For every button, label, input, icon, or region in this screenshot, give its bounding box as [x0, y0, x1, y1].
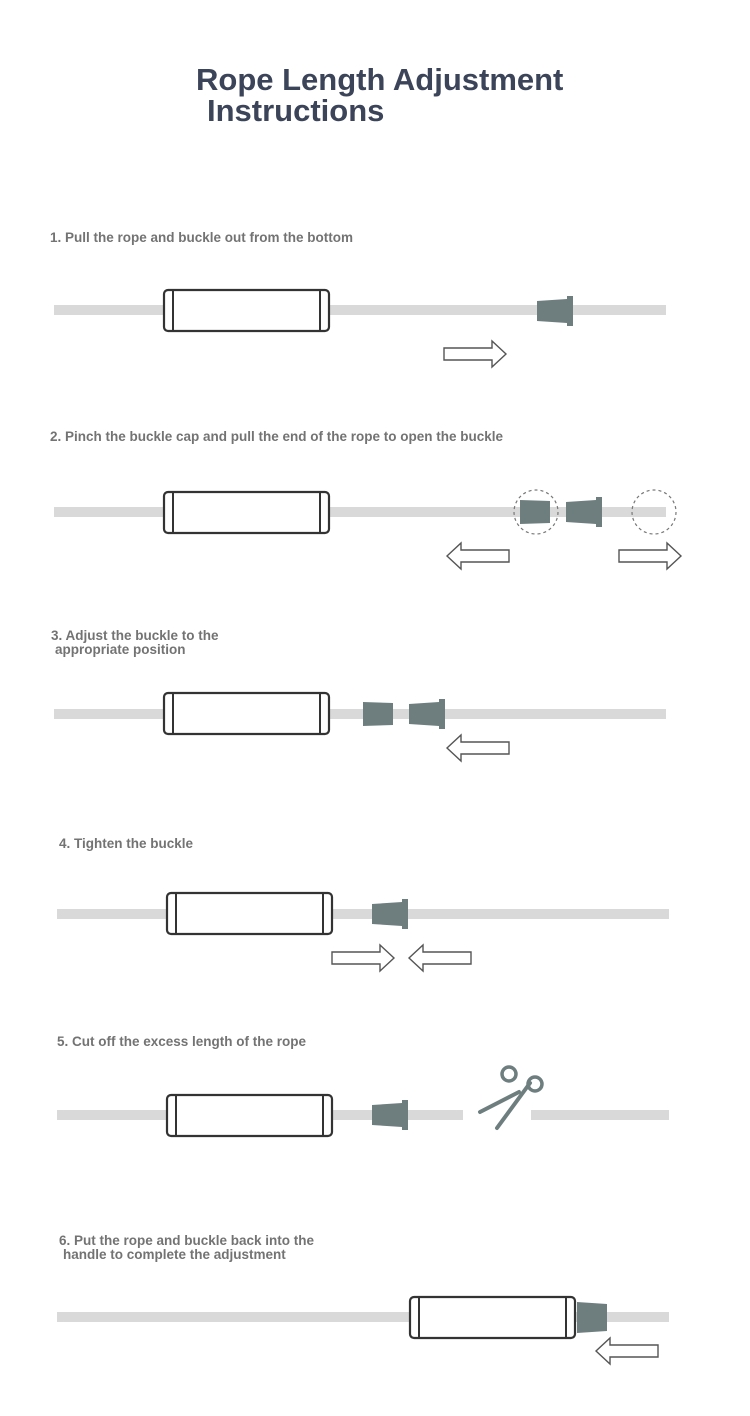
step-4-line-1: 4. Tighten the buckle: [59, 836, 194, 851]
step-1-line-1: 1. Pull the rope and buckle out from the bottom: [50, 230, 354, 245]
handle-icon: [164, 492, 329, 533]
step-3-line-2: appropriate position: [55, 642, 186, 657]
arrow-left-icon: [409, 945, 471, 971]
arrow-right-icon: [332, 945, 394, 971]
rope: [54, 305, 666, 315]
excess-rope: [531, 1110, 669, 1120]
title-line-2: Instructions: [207, 93, 385, 128]
buckle-icon: [537, 296, 573, 326]
arrow-right-icon: [444, 341, 506, 367]
buckle-icon: [372, 899, 408, 929]
step-5-illustration: [57, 1067, 669, 1136]
rope: [54, 709, 666, 719]
step-4-illustration: [57, 893, 669, 971]
rope: [57, 909, 669, 919]
handle-icon: [167, 893, 332, 934]
step-2-illustration: [54, 490, 681, 569]
handle-icon: [410, 1297, 575, 1338]
step-1-illustration: [54, 290, 666, 367]
step-3-line-1: 3. Adjust the buckle to the: [51, 628, 219, 643]
step-2-line-1: 2. Pinch the buckle cap and pull the end of the rope to open the buckle: [50, 429, 504, 444]
step-6-illustration: [57, 1297, 669, 1364]
step-3-illustration: [54, 693, 666, 761]
arrow-right-icon: [619, 543, 681, 569]
buckle-icon: [372, 1100, 408, 1130]
buckle-icon: [577, 1302, 607, 1333]
handle-icon: [164, 693, 329, 734]
buckle-cap-icon: [363, 702, 393, 726]
arrow-left-icon: [596, 1338, 658, 1364]
step-5-line-1: 5. Cut off the excess length of the rope: [57, 1034, 307, 1049]
arrow-left-icon: [447, 543, 509, 569]
step-6-line-1: 6. Put the rope and buckle back into the: [59, 1233, 315, 1248]
buckle-icon: [409, 699, 445, 729]
handle-icon: [164, 290, 329, 331]
title-line-1: Rope Length Adjustment: [196, 62, 564, 97]
buckle-icon: [566, 497, 602, 527]
buckle-cap-icon: [520, 500, 550, 524]
handle-icon: [167, 1095, 332, 1136]
arrow-left-icon: [447, 735, 509, 761]
step-6-line-2: handle to complete the adjustment: [63, 1247, 286, 1262]
